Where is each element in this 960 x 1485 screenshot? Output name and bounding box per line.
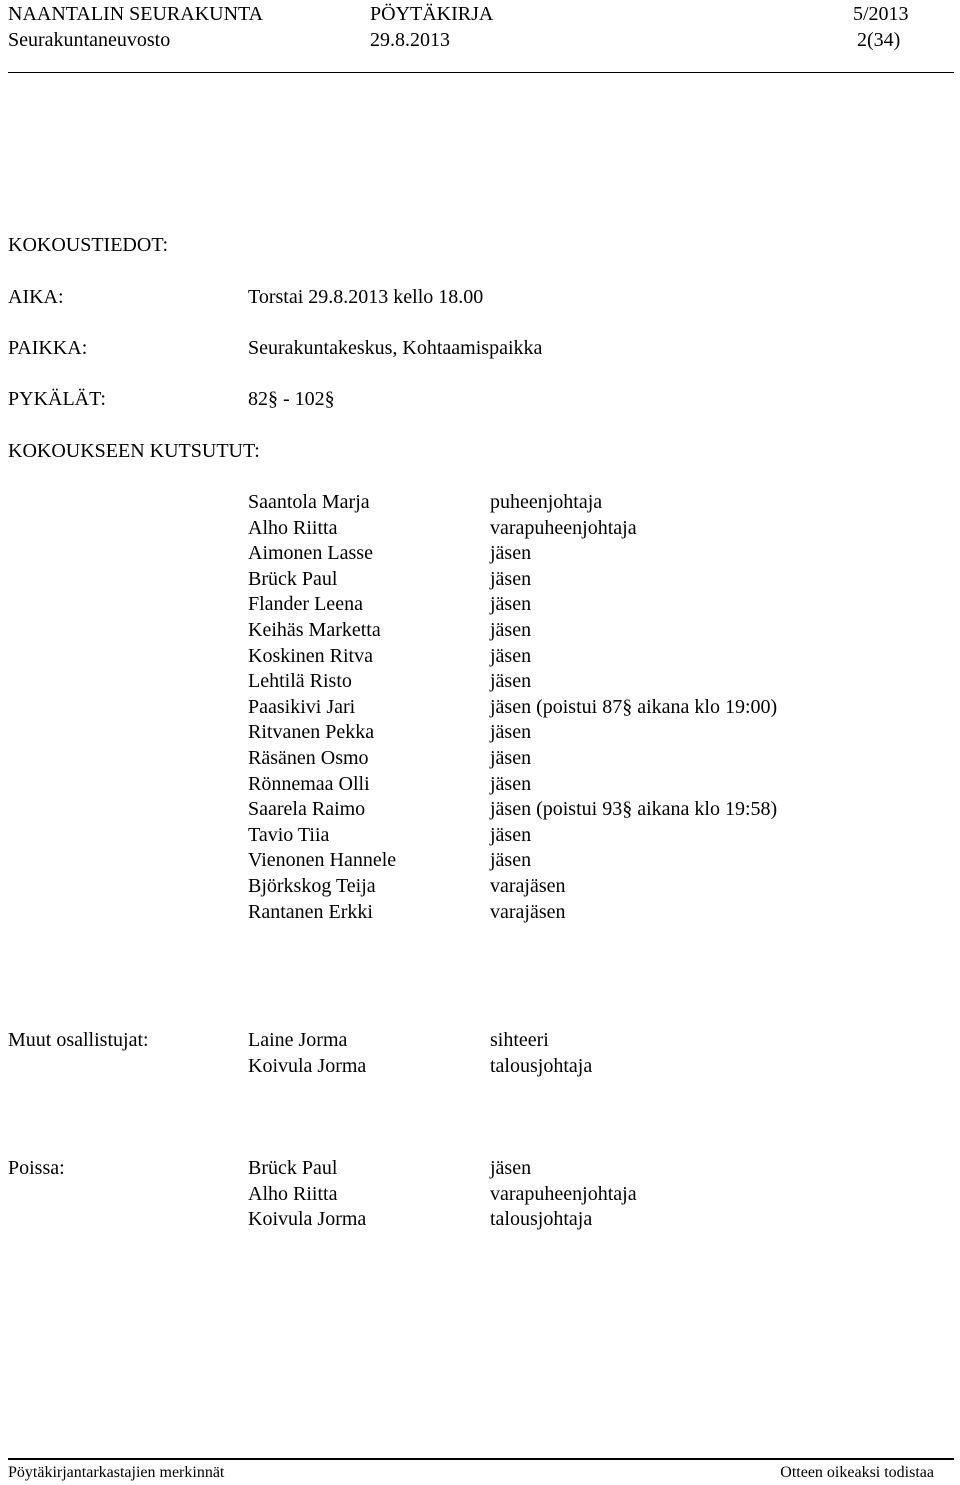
person-role: talousjohtaja <box>490 1054 593 1077</box>
person-name: Björkskog Teija <box>248 875 376 897</box>
list-item <box>248 746 848 772</box>
person-role: jäsen <box>490 772 532 795</box>
person-name: Koivula Jorma <box>248 1054 367 1077</box>
place-label: PAIKKA: <box>8 337 88 359</box>
header-page: 2(34) <box>857 29 901 51</box>
person-role: jäsen <box>490 1157 532 1179</box>
person-role: puheenjohtaja <box>490 491 603 513</box>
person-role: jäsen <box>490 670 532 693</box>
person-name: Rantanen Erkki <box>248 900 373 923</box>
list-item <box>248 720 848 746</box>
person-name: Brück Paul <box>248 567 338 590</box>
header-divider <box>8 72 954 73</box>
list-item <box>248 516 848 542</box>
list-item <box>248 695 848 721</box>
list-item <box>248 1028 848 1054</box>
sections-label: PYKÄLÄT: <box>8 388 106 410</box>
list-item <box>248 592 848 618</box>
header-doc-number: 5/2013 <box>853 3 909 25</box>
header-org: NAANTALIN SEURAKUNTA <box>8 3 264 25</box>
list-item <box>248 797 848 823</box>
person-role: jäsen <box>490 593 532 616</box>
list-item <box>248 1156 848 1182</box>
person-name: Flander Leena <box>248 593 363 616</box>
sections-value: 82§ - 102§ <box>248 388 335 410</box>
invited-label: KOKOUKSEEN KUTSUTUT: <box>8 440 260 462</box>
person-role: jäsen <box>490 849 532 872</box>
person-role: jäsen (poistui 87§ aikana klo 19:00) <box>490 695 778 718</box>
person-name: Brück Paul <box>248 1157 338 1179</box>
person-role: jäsen <box>490 542 532 565</box>
person-role: varapuheenjohtaja <box>490 1182 637 1205</box>
others-label: Muut osallistujat: <box>8 1029 149 1051</box>
list-item <box>248 567 848 593</box>
person-role: jäsen <box>490 619 532 641</box>
time-value: Torstai 29.8.2013 kello 18.00 <box>248 286 484 308</box>
list-item <box>248 669 848 695</box>
person-name: Paasikivi Jari <box>248 695 356 718</box>
person-role: jäsen <box>490 747 532 769</box>
list-item <box>248 541 848 567</box>
person-name: Saarela Raimo <box>248 798 366 821</box>
person-name: Alho Riitta <box>248 1182 338 1205</box>
list-item <box>248 823 848 849</box>
header-doc-type: PÖYTÄKIRJA <box>370 3 494 25</box>
person-role: varapuheenjohtaja <box>490 516 637 539</box>
footer-right: Otteen oikeaksi todistaa <box>780 1464 934 1481</box>
footer-divider <box>8 1458 954 1460</box>
section-title: KOKOUSTIEDOT: <box>8 234 169 256</box>
person-role: sihteeri <box>490 1029 549 1051</box>
list-item <box>248 874 848 900</box>
person-name: Koivula Jorma <box>248 1208 367 1231</box>
person-role: varajäsen <box>490 875 566 897</box>
person-role: talousjohtaja <box>490 1208 593 1231</box>
list-item <box>248 848 848 874</box>
list-item <box>248 1182 848 1208</box>
list-item <box>248 900 848 926</box>
header-body: Seurakuntaneuvosto <box>8 29 171 51</box>
person-name: Alho Riitta <box>248 516 338 539</box>
list-item <box>248 1207 848 1233</box>
person-name: Laine Jorma <box>248 1029 348 1051</box>
footer-left: Pöytäkirjantarkastajien merkinnät <box>8 1464 225 1481</box>
list-item <box>248 772 848 798</box>
time-label: AIKA: <box>8 286 64 308</box>
list-item <box>248 490 848 516</box>
list-item <box>248 1054 848 1080</box>
person-name: Lehtilä Risto <box>248 670 352 693</box>
person-role: jäsen <box>490 567 532 590</box>
list-item <box>248 618 848 644</box>
person-name: Räsänen Osmo <box>248 747 369 769</box>
person-name: Tavio Tiia <box>248 823 330 846</box>
place-value: Seurakuntakeskus, Kohtaamispaikka <box>248 337 543 359</box>
person-name: Rönnemaa Olli <box>248 772 370 795</box>
person-role: jäsen (poistui 93§ aikana klo 19:58) <box>490 798 778 821</box>
person-role: varajäsen <box>490 900 566 923</box>
header-date: 29.8.2013 <box>370 29 450 51</box>
person-name: Keihäs Marketta <box>248 619 381 641</box>
person-name: Saantola Marja <box>248 491 370 513</box>
person-role: jäsen <box>490 823 532 846</box>
absent-label: Poissa: <box>8 1157 65 1179</box>
person-name: Aimonen Lasse <box>248 542 373 565</box>
person-role: jäsen <box>490 721 532 744</box>
person-name: Vienonen Hannele <box>248 849 397 872</box>
list-item <box>248 644 848 670</box>
person-role: jäsen <box>490 644 532 667</box>
person-name: Ritvanen Pekka <box>248 721 375 744</box>
person-name: Koskinen Ritva <box>248 644 373 667</box>
